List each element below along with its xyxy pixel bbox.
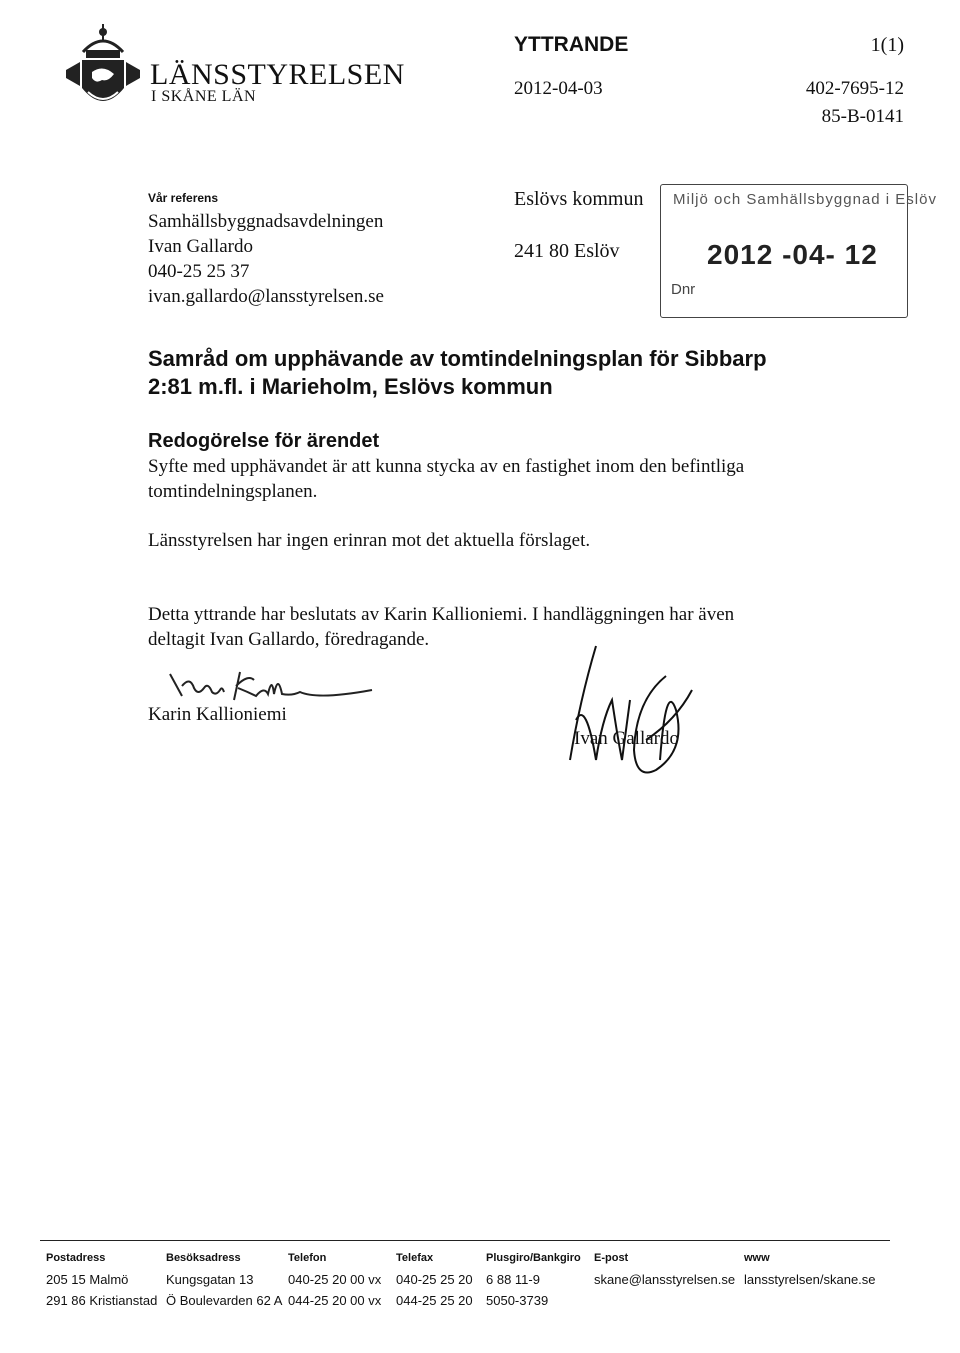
footer-fax-kristianstad: 044-25 25 20 [396, 1293, 473, 1308]
recipient-address: 241 80 Eslöv [514, 240, 620, 262]
footer-visit-malmo: Kungsgatan 13 [166, 1272, 254, 1287]
org-name: LÄNSSTYRELSEN [150, 58, 405, 91]
paragraph-3-line-2: deltagit Ivan Gallardo, föredragande. [148, 629, 430, 650]
diary-number-2: 85-B-0141 [821, 106, 904, 127]
footer-header-phone: Telefon [288, 1252, 327, 1264]
footer-postal-kristianstad: 291 86 Kristianstad [46, 1293, 158, 1308]
document-title-line-2: 2:81 m.fl. i Marieholm, Eslövs kommun [148, 374, 553, 399]
section-heading: Redogörelse för ärendet [148, 430, 380, 452]
footer-header-visit: Besöksadress [166, 1252, 241, 1264]
reference-label: Vår referens [148, 191, 219, 205]
received-stamp [660, 184, 937, 318]
handwritten-signature-kallioniemi-icon [168, 666, 378, 706]
stamp-date: 2012 -04- 12 [707, 239, 878, 270]
stamp-dnr-label: Dnr [671, 281, 696, 298]
footer-phone-kristianstad: 044-25 20 00 vx [288, 1293, 382, 1308]
recipient-name: Eslövs kommun [514, 188, 644, 210]
footer-header-giro: Plusgiro/Bankgiro [486, 1252, 581, 1264]
footer-header-fax: Telefax [396, 1252, 434, 1264]
footer-header-www: www [744, 1252, 770, 1264]
footer-email-link[interactable]: skane@lansstyrelsen.se [594, 1272, 736, 1287]
signatory-name-2: Ivan Gallardo [574, 728, 679, 749]
sender-department: Samhällsbyggnadsavdelningen [148, 211, 384, 232]
coat-of-arms-logo-icon [58, 22, 148, 122]
footer-www-link[interactable]: lansstyrelsen/skane.se [744, 1272, 876, 1287]
footer-header-postal: Postadress [46, 1252, 106, 1264]
org-subtitle: I SKÅNE LÄN [151, 88, 257, 105]
footer-phone-malmo: 040-25 20 00 vx [288, 1272, 382, 1287]
document-title-line-1: Samråd om upphävande av tomtindelningsplan för Sibbarp [148, 346, 767, 371]
stamp-office: Miljö och Samhällsbyggnad i Eslöv [673, 191, 937, 208]
paragraph-2: Länsstyrelsen har ingen erinran mot det aktuella förslaget. [148, 530, 591, 551]
footer-plusgiro: 6 88 11-9 [486, 1272, 540, 1287]
document-date: 2012-04-03 [514, 78, 603, 99]
page-number: 1(1) [870, 34, 904, 56]
paragraph-1-line-1: Syfte med upphävandet är att kunna stycka av en fastighet inom den befintliga [148, 456, 745, 477]
footer-visit-kristianstad: Ö Boulevarden 62 A [166, 1293, 283, 1308]
signatory-name-1: Karin Kallioniemi [148, 704, 287, 725]
footer-divider [40, 1240, 890, 1241]
sender-email: ivan.gallardo@lansstyrelsen.se [148, 286, 384, 307]
diary-number-1: 402-7695-12 [805, 78, 904, 99]
paragraph-3-line-1: Detta yttrande har beslutats av Karin Kallioniemi. I handläggningen har även [148, 604, 735, 625]
footer-fax-malmo: 040-25 25 20 [396, 1272, 473, 1287]
sender-name: Ivan Gallardo [148, 236, 253, 257]
handwritten-signature-gallardo-icon [556, 640, 706, 790]
footer-postal-malmo: 205 15 Malmö [46, 1272, 129, 1287]
document-type: YTTRANDE [514, 33, 629, 56]
footer-bankgiro: 5050-3739 [486, 1293, 549, 1308]
paragraph-1-line-2: tomtindelningsplanen. [148, 481, 318, 502]
sender-phone: 040-25 25 37 [148, 261, 250, 282]
footer-header-email: E-post [594, 1252, 629, 1264]
